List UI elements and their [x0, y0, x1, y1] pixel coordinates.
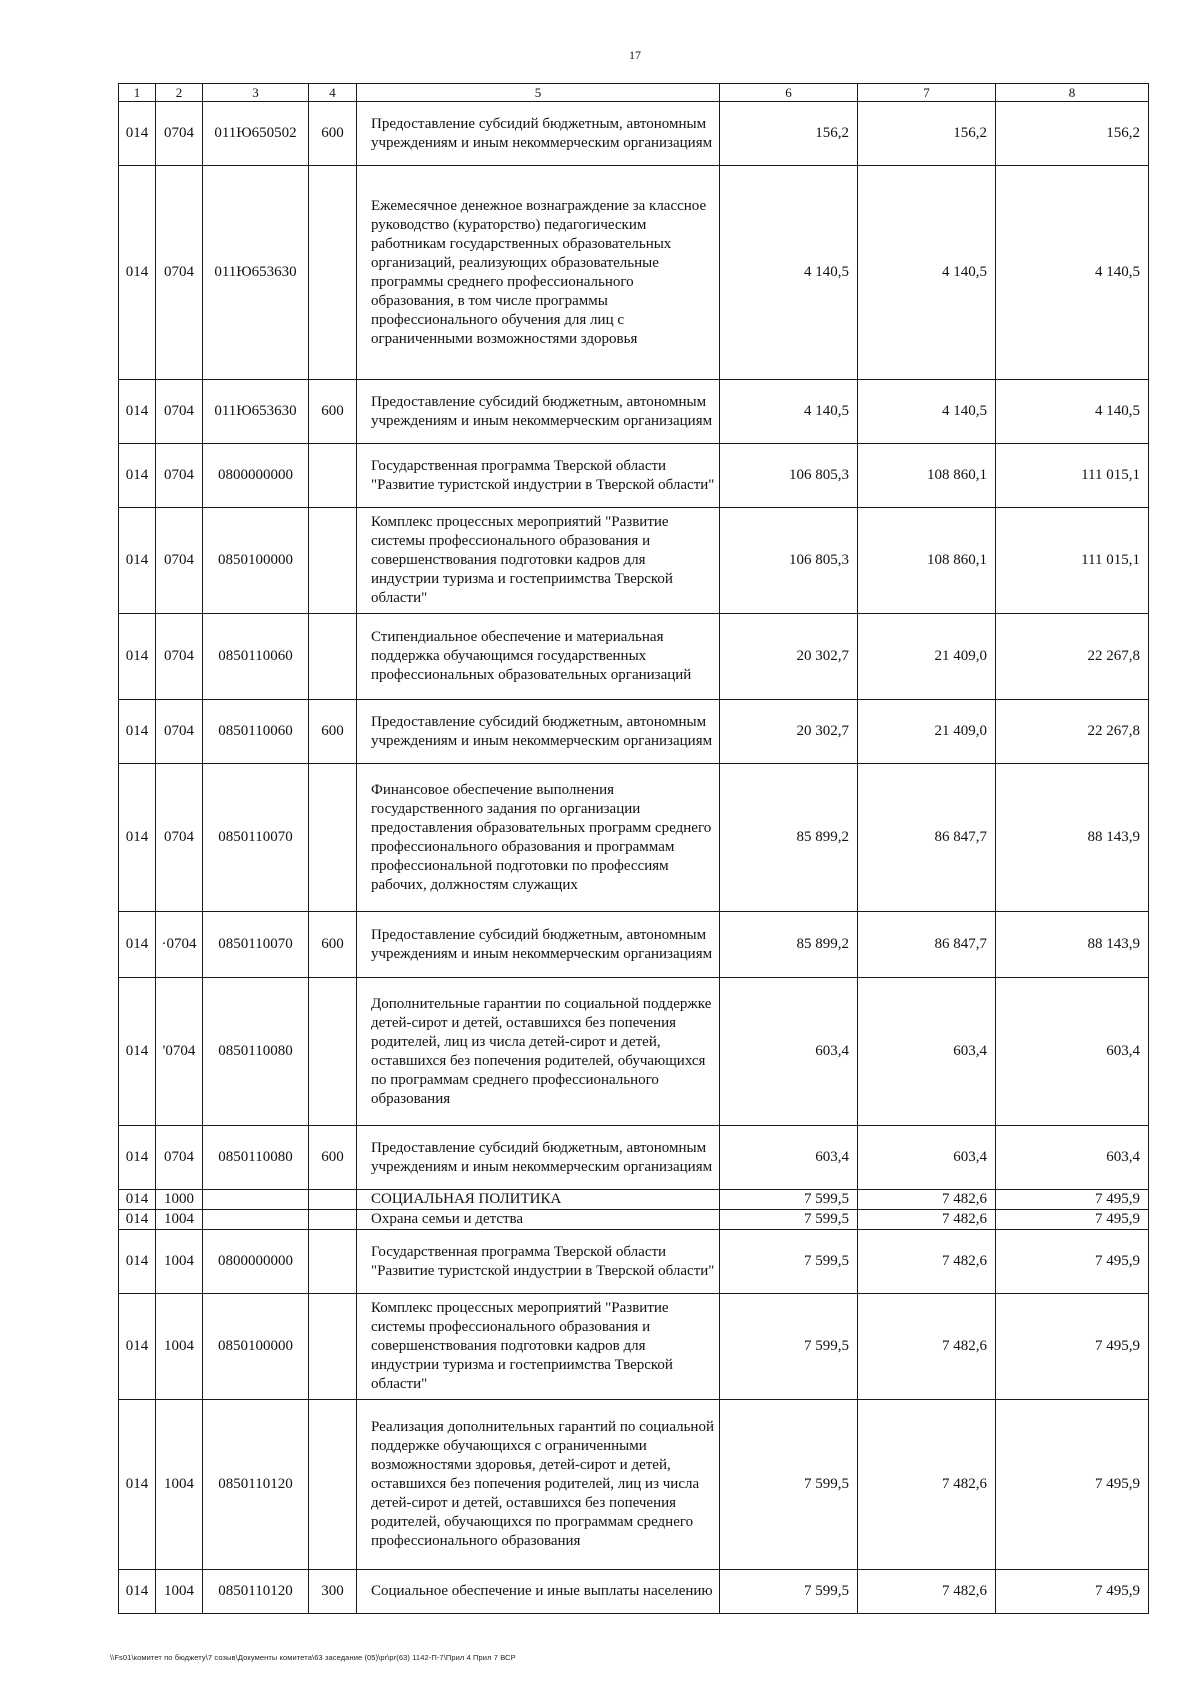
description-cell: Реализация дополнительных гарантий по социальной поддержке обучающихся с ограниченными возможностями здоровья, детей-сирот и детей, оставшихся без попечения родителей, лиц из числа детей-сирот и детей, оставшихся без попечения родителей, обучающихся по программам среднего профессионального образования — [357, 1400, 720, 1570]
target-article-cell: 0850110120 — [203, 1400, 309, 1570]
table-row — [119, 764, 1149, 912]
table-row — [119, 1400, 1149, 1570]
target-article-cell: 0850110060 — [203, 700, 309, 764]
amount-cell: 603,4 — [720, 978, 858, 1126]
section-code-cell: 0704 — [156, 764, 203, 912]
amount-cell: 4 140,5 — [720, 380, 858, 444]
target-article-cell — [203, 1190, 309, 1210]
expense-type-cell — [309, 1400, 357, 1570]
amount-cell: 85 899,2 — [720, 912, 858, 978]
amount-cell: 156,2 — [858, 102, 996, 166]
expense-type-cell — [309, 978, 357, 1126]
amount-cell: 85 899,2 — [720, 764, 858, 912]
amount-cell: 7 599,5 — [720, 1570, 858, 1614]
target-article-cell: 0850100000 — [203, 1294, 309, 1400]
expense-type-cell: 600 — [309, 700, 357, 764]
description-cell: Стипендиальное обеспечение и материальная поддержка обучающимся государственных профессиональных образовательных организаций — [357, 614, 720, 700]
section-code-cell: 1004 — [156, 1210, 203, 1230]
ministry-code-cell: 014 — [119, 1210, 156, 1230]
description-cell: Государственная программа Тверской области "Развитие туристской индустрии в Тверской области" — [357, 1230, 720, 1294]
description-cell: Дополнительные гарантии по социальной поддержке детей-сирот и детей, оставшихся без попечения родителей, лиц из числа детей-сирот и детей, оставшихся без попечения родителей, обучающихся по программам среднего профессионального образования — [357, 978, 720, 1126]
amount-cell: 4 140,5 — [858, 380, 996, 444]
description-cell: Комплекс процессных мероприятий "Развитие системы профессионального образования и совершенствования подготовки кадров для индустрии туризма и гостеприимства Тверской области" — [357, 508, 720, 614]
expense-type-cell — [309, 1230, 357, 1294]
column-header: 4 — [309, 84, 357, 102]
amount-cell: 21 409,0 — [858, 700, 996, 764]
amount-cell: 108 860,1 — [858, 444, 996, 508]
target-article-cell: 0850110080 — [203, 978, 309, 1126]
ministry-code-cell: 014 — [119, 1190, 156, 1210]
target-article-cell — [203, 1210, 309, 1230]
target-article-cell: 0850110070 — [203, 764, 309, 912]
amount-cell: 108 860,1 — [858, 508, 996, 614]
amount-cell: 7 599,5 — [720, 1400, 858, 1570]
budget-table — [118, 83, 1149, 1614]
amount-cell: 7 495,9 — [996, 1570, 1149, 1614]
amount-cell: 603,4 — [858, 1126, 996, 1190]
amount-cell: 4 140,5 — [996, 380, 1149, 444]
target-article-cell: 0850110070 — [203, 912, 309, 978]
amount-cell: 86 847,7 — [858, 764, 996, 912]
budget-table-container — [118, 83, 1148, 1614]
section-code-cell: 0704 — [156, 1126, 203, 1190]
ministry-code-cell: 014 — [119, 1570, 156, 1614]
table-row — [119, 1230, 1149, 1294]
amount-cell: 7 482,6 — [858, 1294, 996, 1400]
table-header-row — [119, 84, 1149, 102]
amount-cell: 7 495,9 — [996, 1230, 1149, 1294]
section-code-cell: 1004 — [156, 1570, 203, 1614]
amount-cell: 603,4 — [720, 1126, 858, 1190]
page-number: 17 — [629, 48, 641, 62]
amount-cell: 7 599,5 — [720, 1190, 858, 1210]
section-code-cell: 0704 — [156, 444, 203, 508]
description-cell: Комплекс процессных мероприятий "Развитие системы профессионального образования и совершенствования подготовки кадров для индустрии туризма и гостеприимства Тверской области" — [357, 1294, 720, 1400]
table-row — [119, 380, 1149, 444]
expense-type-cell — [309, 1190, 357, 1210]
amount-cell: 7 495,9 — [996, 1400, 1149, 1570]
column-header: 2 — [156, 84, 203, 102]
target-article-cell: 0850110120 — [203, 1570, 309, 1614]
table-row — [119, 444, 1149, 508]
amount-cell: 106 805,3 — [720, 444, 858, 508]
amount-cell: 156,2 — [996, 102, 1149, 166]
expense-type-cell: 600 — [309, 102, 357, 166]
ministry-code-cell: 014 — [119, 700, 156, 764]
expense-type-cell — [309, 166, 357, 380]
table-row — [119, 700, 1149, 764]
column-header: 3 — [203, 84, 309, 102]
amount-cell: 7 495,9 — [996, 1190, 1149, 1210]
description-cell: Предоставление субсидий бюджетным, автономным учреждениям и иным некоммерческим организациям — [357, 380, 720, 444]
target-article-cell: 011Ю653630 — [203, 380, 309, 444]
target-article-cell: 0850110060 — [203, 614, 309, 700]
section-code-cell: 0704 — [156, 700, 203, 764]
table-row — [119, 166, 1149, 380]
target-article-cell: 011Ю653630 — [203, 166, 309, 380]
table-row — [119, 1126, 1149, 1190]
expense-type-cell: 600 — [309, 380, 357, 444]
table-row — [119, 1210, 1149, 1230]
table-row — [119, 614, 1149, 700]
column-header: 5 — [357, 84, 720, 102]
amount-cell: 4 140,5 — [720, 166, 858, 380]
ministry-code-cell: 014 — [119, 764, 156, 912]
amount-cell: 22 267,8 — [996, 700, 1149, 764]
amount-cell: 7 599,5 — [720, 1294, 858, 1400]
target-article-cell: 011Ю650502 — [203, 102, 309, 166]
section-code-cell: '0704 — [156, 978, 203, 1126]
table-row — [119, 1294, 1149, 1400]
description-cell: Финансовое обеспечение выполнения государственного задания по организации предоставления образовательных программ среднего профессионального образования и программам профессиональной подготовки по профессиям рабочих, должностям служащих — [357, 764, 720, 912]
amount-cell: 22 267,8 — [996, 614, 1149, 700]
column-header: 7 — [858, 84, 996, 102]
amount-cell: 88 143,9 — [996, 912, 1149, 978]
section-code-cell: 0704 — [156, 508, 203, 614]
ministry-code-cell: 014 — [119, 166, 156, 380]
table-row — [119, 912, 1149, 978]
ministry-code-cell: 014 — [119, 1400, 156, 1570]
section-code-cell: 1004 — [156, 1230, 203, 1294]
amount-cell: 111 015,1 — [996, 444, 1149, 508]
ministry-code-cell: 014 — [119, 912, 156, 978]
column-header: 6 — [720, 84, 858, 102]
section-code-cell: 0704 — [156, 102, 203, 166]
expense-type-cell — [309, 1294, 357, 1400]
description-cell: Предоставление субсидий бюджетным, автономным учреждениям и иным некоммерческим организациям — [357, 102, 720, 166]
section-code-cell: ·0704 — [156, 912, 203, 978]
ministry-code-cell: 014 — [119, 380, 156, 444]
expense-type-cell — [309, 764, 357, 912]
table-row — [119, 978, 1149, 1126]
description-cell: Охрана семьи и детства — [357, 1210, 720, 1230]
ministry-code-cell: 014 — [119, 978, 156, 1126]
amount-cell: 7 599,5 — [720, 1210, 858, 1230]
amount-cell: 7 482,6 — [858, 1570, 996, 1614]
amount-cell: 603,4 — [996, 978, 1149, 1126]
amount-cell: 7 482,6 — [858, 1230, 996, 1294]
expense-type-cell — [309, 444, 357, 508]
amount-cell: 7 495,9 — [996, 1294, 1149, 1400]
expense-type-cell: 600 — [309, 912, 357, 978]
amount-cell: 603,4 — [996, 1126, 1149, 1190]
expense-type-cell: 600 — [309, 1126, 357, 1190]
section-code-cell: 1004 — [156, 1400, 203, 1570]
expense-type-cell: 300 — [309, 1570, 357, 1614]
target-article-cell: 0850100000 — [203, 508, 309, 614]
section-code-cell: 0704 — [156, 166, 203, 380]
amount-cell: 7 495,9 — [996, 1210, 1149, 1230]
ministry-code-cell: 014 — [119, 508, 156, 614]
amount-cell: 20 302,7 — [720, 614, 858, 700]
amount-cell: 111 015,1 — [996, 508, 1149, 614]
description-cell: СОЦИАЛЬНАЯ ПОЛИТИКА — [357, 1190, 720, 1210]
amount-cell: 603,4 — [858, 978, 996, 1126]
ministry-code-cell: 014 — [119, 444, 156, 508]
amount-cell: 88 143,9 — [996, 764, 1149, 912]
amount-cell: 20 302,7 — [720, 700, 858, 764]
amount-cell: 7 482,6 — [858, 1210, 996, 1230]
description-cell: Ежемесячное денежное вознаграждение за классное руководство (кураторство) педагогическим работникам государственных образовательных организаций, реализующих образовательные программы среднего профессионального образования, в том числе программы профессионального обучения для лиц с ограниченными возможностями здоровья — [357, 166, 720, 380]
amount-cell: 7 482,6 — [858, 1190, 996, 1210]
column-header: 8 — [996, 84, 1149, 102]
description-cell: Государственная программа Тверской области "Развитие туристской индустрии в Тверской области" — [357, 444, 720, 508]
section-code-cell: 1004 — [156, 1294, 203, 1400]
amount-cell: 156,2 — [720, 102, 858, 166]
section-code-cell: 0704 — [156, 380, 203, 444]
table-row — [119, 1190, 1149, 1210]
column-header: 1 — [119, 84, 156, 102]
file-path-footer: \\Fs01\комитет по бюджету\7 созыв\Документы комитета\63 заседание (05)\pr\pr(63) 1142-П-7\Прил 4 Прил 7 ВСР — [110, 1653, 516, 1662]
expense-type-cell — [309, 614, 357, 700]
ministry-code-cell: 014 — [119, 1126, 156, 1190]
description-cell: Предоставление субсидий бюджетным, автономным учреждениям и иным некоммерческим организациям — [357, 912, 720, 978]
table-row — [119, 102, 1149, 166]
ministry-code-cell: 014 — [119, 102, 156, 166]
description-cell: Предоставление субсидий бюджетным, автономным учреждениям и иным некоммерческим организациям — [357, 700, 720, 764]
ministry-code-cell: 014 — [119, 614, 156, 700]
expense-type-cell — [309, 1210, 357, 1230]
section-code-cell: 1000 — [156, 1190, 203, 1210]
section-code-cell: 0704 — [156, 614, 203, 700]
description-cell: Социальное обеспечение и иные выплаты населению — [357, 1570, 720, 1614]
description-cell: Предоставление субсидий бюджетным, автономным учреждениям и иным некоммерческим организациям — [357, 1126, 720, 1190]
target-article-cell: 0800000000 — [203, 444, 309, 508]
amount-cell: 4 140,5 — [858, 166, 996, 380]
ministry-code-cell: 014 — [119, 1230, 156, 1294]
target-article-cell: 0800000000 — [203, 1230, 309, 1294]
amount-cell: 7 599,5 — [720, 1230, 858, 1294]
amount-cell: 106 805,3 — [720, 508, 858, 614]
expense-type-cell — [309, 508, 357, 614]
table-row — [119, 508, 1149, 614]
ministry-code-cell: 014 — [119, 1294, 156, 1400]
amount-cell: 21 409,0 — [858, 614, 996, 700]
amount-cell: 86 847,7 — [858, 912, 996, 978]
table-row — [119, 1570, 1149, 1614]
amount-cell: 4 140,5 — [996, 166, 1149, 380]
target-article-cell: 0850110080 — [203, 1126, 309, 1190]
amount-cell: 7 482,6 — [858, 1400, 996, 1570]
